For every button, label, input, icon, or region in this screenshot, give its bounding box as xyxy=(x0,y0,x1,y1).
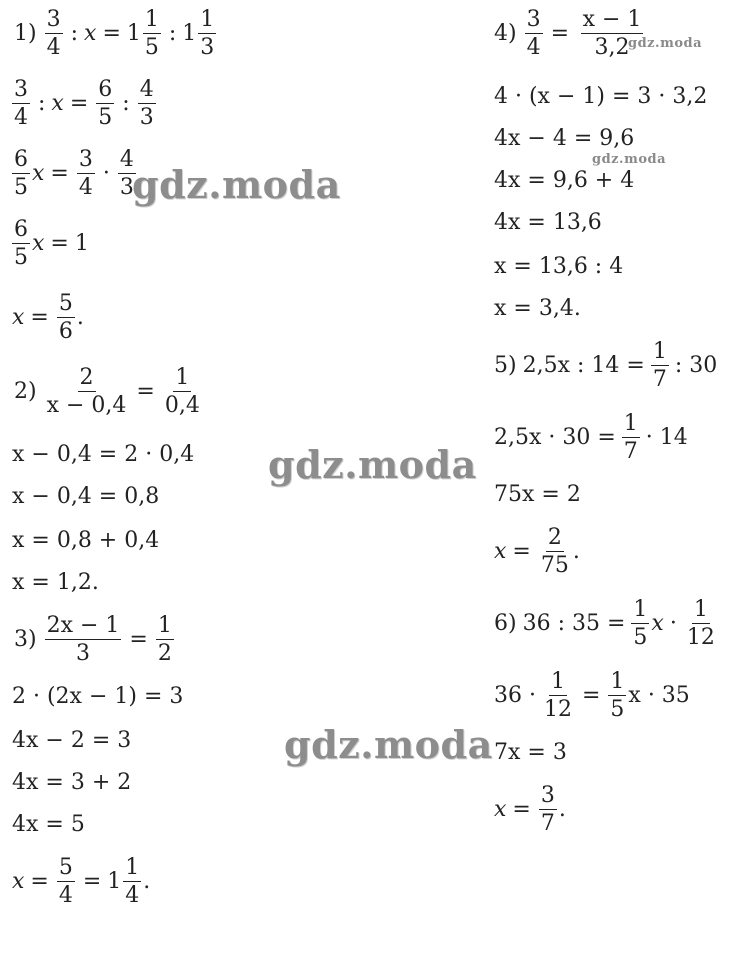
s1-line3: 6 5 x = $\frac{3}{4}$ · 4 3 xyxy=(14,147,134,201)
fraction: 1 3 xyxy=(200,7,215,61)
fraction: $\frac{2}{x - 0,4}$ xyxy=(46,365,127,419)
watermark: gdz.moda xyxy=(132,162,341,207)
fraction: $\frac{1}{12}$ xyxy=(543,669,572,723)
fraction: $\frac{1}{5}$ xyxy=(633,597,648,651)
s2-line4: x = 0,8 + 0,4 xyxy=(12,528,160,553)
s1-label: 1) xyxy=(14,20,37,46)
s3-line2: 2 · (2x − 1) = 3 xyxy=(12,684,184,709)
s5-line2: 2,5x · 30 = $\frac{1}{7}$ · 14 xyxy=(494,411,688,465)
fraction: $\frac{1}{2}$ xyxy=(157,613,172,667)
fraction: $\frac{1}{7}$ xyxy=(652,339,667,393)
s6-line1: 6) 36 : 35 = $\frac{1}{5}$ x · 1 12 xyxy=(494,597,715,651)
s4-line1: 4) $\frac{3}{4}$ = $\frac{x - 1}{3,2}$ xyxy=(494,8,649,59)
s1-line4: 6 5 x = 1 xyxy=(14,217,89,271)
s1-line5: x = $\frac{5}{6}$ . xyxy=(12,291,84,345)
watermark: gdz.moda xyxy=(592,152,667,167)
s6-line2: 36 · $\frac{1}{12}$ = $\frac{1}{5}$ x · 35 xyxy=(494,669,690,723)
s4-line4: 4x = 9,6 + 4 xyxy=(494,168,635,193)
fraction: 1 12 xyxy=(686,597,715,651)
s2-label: 2) xyxy=(14,378,37,404)
watermark: gdz.moda xyxy=(628,36,703,51)
watermark: gdz.moda xyxy=(268,442,477,487)
s5-label: 5) xyxy=(494,352,517,378)
fraction: $\frac{1}{7}$ xyxy=(623,411,638,465)
s3-line4: 4x = 3 + 2 xyxy=(12,770,132,795)
fraction: $\frac{2x - 1}{3}$ xyxy=(46,613,120,667)
fraction: 1 5 xyxy=(144,7,159,61)
s6-line3: 7x = 3 xyxy=(494,740,567,765)
fraction: 3 4 xyxy=(46,7,61,61)
s6-line4: x = $\frac{3}{7}$ . xyxy=(494,783,566,837)
fraction: 6 5 xyxy=(14,147,28,201)
s3-line6: x = $\frac{5}{4}$ = 1 1 4 . xyxy=(12,855,151,909)
fraction: 3 4 xyxy=(14,77,28,131)
fraction: $\frac{1}{5}$ xyxy=(610,669,625,723)
fraction: 4 3 xyxy=(119,147,134,201)
fraction: $\frac{3}{4}$ xyxy=(78,147,93,201)
fraction: $\frac{6}{5}$ xyxy=(98,77,113,131)
s3-line3: 4x − 2 = 3 xyxy=(12,728,132,753)
fraction: $\frac{1}{0,4}$ xyxy=(164,365,200,419)
fraction: $\frac{3}{7}$ xyxy=(540,783,555,837)
fraction: $\frac{5}{4}$ xyxy=(58,855,73,909)
s3-line1: 3) $\frac{2x - 1}{3}$ = $\frac{1}{2}$ xyxy=(14,613,172,667)
s2-line1: 2) $\frac{2}{x - 0,4}$ = $\frac{1}{0,4}$ xyxy=(14,365,200,419)
s2-line5: x = 1,2. xyxy=(12,570,99,595)
fraction: 1 4 xyxy=(125,855,140,909)
s4-line6: x = 13,6 : 4 xyxy=(494,254,624,279)
s6-label: 6) xyxy=(494,610,517,636)
fraction: $\frac{2}{75}$ xyxy=(540,525,569,579)
s5-line1: 5) 2,5x : 14 = $\frac{1}{7}$ : 30 xyxy=(494,339,718,393)
fraction: 4 3 xyxy=(139,77,154,131)
s2-line3: x − 0,4 = 0,8 xyxy=(12,484,160,509)
s4-line3: 4x − 4 = 9,6 xyxy=(494,126,635,151)
s5-line3: 75x = 2 xyxy=(494,482,581,507)
fraction: $\frac{x - 1}{3,2}$ xyxy=(582,7,642,61)
s4-line5: 4x = 13,6 xyxy=(494,210,602,235)
s4-line7: x = 3,4. xyxy=(494,296,581,321)
s1-line2: 3 4 : x = $\frac{6}{5}$ : 4 3 xyxy=(14,77,154,131)
s1-line1: 1) 3 4 : x = 1 1 5 : 1 1 3 xyxy=(14,7,215,61)
s4-label: 4) xyxy=(494,20,517,46)
s4-line2: 4 · (x − 1) = 3 · 3,2 xyxy=(494,84,708,109)
s5-line4: x = $\frac{2}{75}$ . xyxy=(494,525,580,579)
s3-line5: 4x = 5 xyxy=(12,812,85,837)
fraction: 6 5 xyxy=(14,217,28,271)
s3-label: 3) xyxy=(14,626,37,652)
fraction: $\frac{3}{4}$ xyxy=(526,7,541,61)
fraction: $\frac{5}{6}$ xyxy=(58,291,73,345)
watermark: gdz.moda xyxy=(284,722,493,767)
s2-line2: x − 0,4 = 2 · 0,4 xyxy=(12,442,195,467)
